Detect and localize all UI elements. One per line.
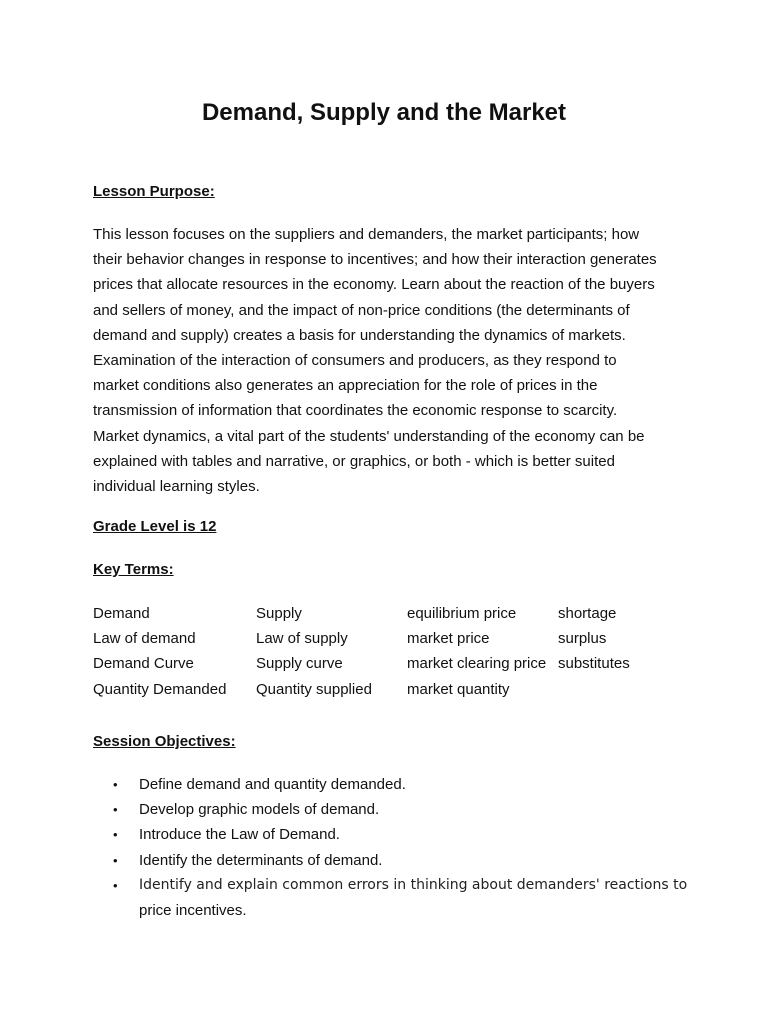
paragraph-line: Examination of the interaction of consumers and producers, as they respond to	[93, 352, 617, 370]
list-item	[93, 848, 713, 873]
paragraph-line: market conditions also generates an appreciation for the role of prices in the	[93, 377, 598, 395]
objective-text: Identify and explain common errors in thinking about demanders' reactions to	[139, 876, 688, 893]
list-item	[93, 797, 713, 822]
key-term	[558, 677, 658, 702]
bullet-icon: •	[113, 852, 118, 868]
key-term: shortage	[558, 605, 617, 622]
objective-text: Develop graphic models of demand.	[139, 801, 380, 819]
key-term: Quantity Demanded	[93, 680, 227, 698]
paragraph-line: prices that allocate resources in the economy. Learn about the reaction of the buyers	[93, 276, 655, 294]
bullet-icon: •	[113, 877, 118, 893]
key-terms-row	[93, 677, 658, 702]
objective-text: Define demand and quantity demanded.	[139, 776, 406, 793]
list-item	[93, 822, 713, 847]
key-terms-grid	[93, 601, 658, 702]
bullet-icon: •	[113, 827, 118, 843]
paragraph-line: their behavior changes in response to incentives; and how their interaction generates	[93, 251, 657, 269]
key-term: Supply	[256, 605, 302, 622]
key-term: Demand	[93, 605, 150, 622]
paragraph-line: individual learning styles.	[93, 478, 260, 496]
page-title: Demand, Supply and the Market	[201, 99, 567, 126]
list-item	[93, 772, 713, 797]
lesson-purpose-heading: Lesson Purpose:	[93, 183, 215, 200]
key-term: Demand Curve	[93, 655, 194, 673]
list-item	[93, 873, 713, 923]
key-term: Quantity supplied	[256, 680, 372, 698]
session-objectives-heading: Session Objectives:	[93, 733, 236, 750]
paragraph-line: transmission of information that coordinates the economic response to scarcity.	[93, 402, 618, 420]
bullet-icon: •	[113, 777, 118, 792]
key-term: market price	[407, 630, 490, 648]
key-term: Law of demand	[93, 630, 196, 648]
paragraph-line: and sellers of money, and the impact of non-price conditions (the determinants of	[93, 301, 630, 319]
key-terms-heading: Key Terms:	[93, 561, 174, 578]
key-term: surplus	[558, 630, 607, 648]
objective-text: Introduce the Law of Demand.	[139, 826, 340, 844]
key-terms-row	[93, 651, 658, 676]
key-term: substitutes	[558, 655, 630, 673]
paragraph-line: Market dynamics, a vital part of the students' understanding of the economy can be	[93, 427, 645, 445]
key-terms-row	[93, 626, 658, 651]
objective-text-continued: price incentives.	[139, 902, 247, 920]
paragraph-line: explained with tables and narrative, or graphics, or both - which is better suited	[93, 452, 615, 470]
key-term: market clearing price	[407, 655, 547, 673]
paragraph-line: demand and supply) creates a basis for understanding the dynamics of markets.	[93, 326, 626, 344]
key-term: Law of supply	[256, 630, 348, 648]
key-term: equilibrium price	[407, 605, 517, 622]
key-term: market quantity	[407, 680, 510, 698]
objective-text: Identify the determinants of demand.	[139, 851, 383, 869]
session-objectives-list	[93, 772, 713, 923]
key-terms-row	[93, 601, 658, 626]
key-term: Supply curve	[256, 655, 343, 673]
lesson-purpose-paragraph	[93, 222, 693, 499]
paragraph-line: This lesson focuses on the suppliers and demanders, the market participants; how	[93, 226, 640, 243]
grade-level-heading: Grade Level is 12	[93, 518, 217, 535]
bullet-icon: •	[113, 802, 118, 818]
